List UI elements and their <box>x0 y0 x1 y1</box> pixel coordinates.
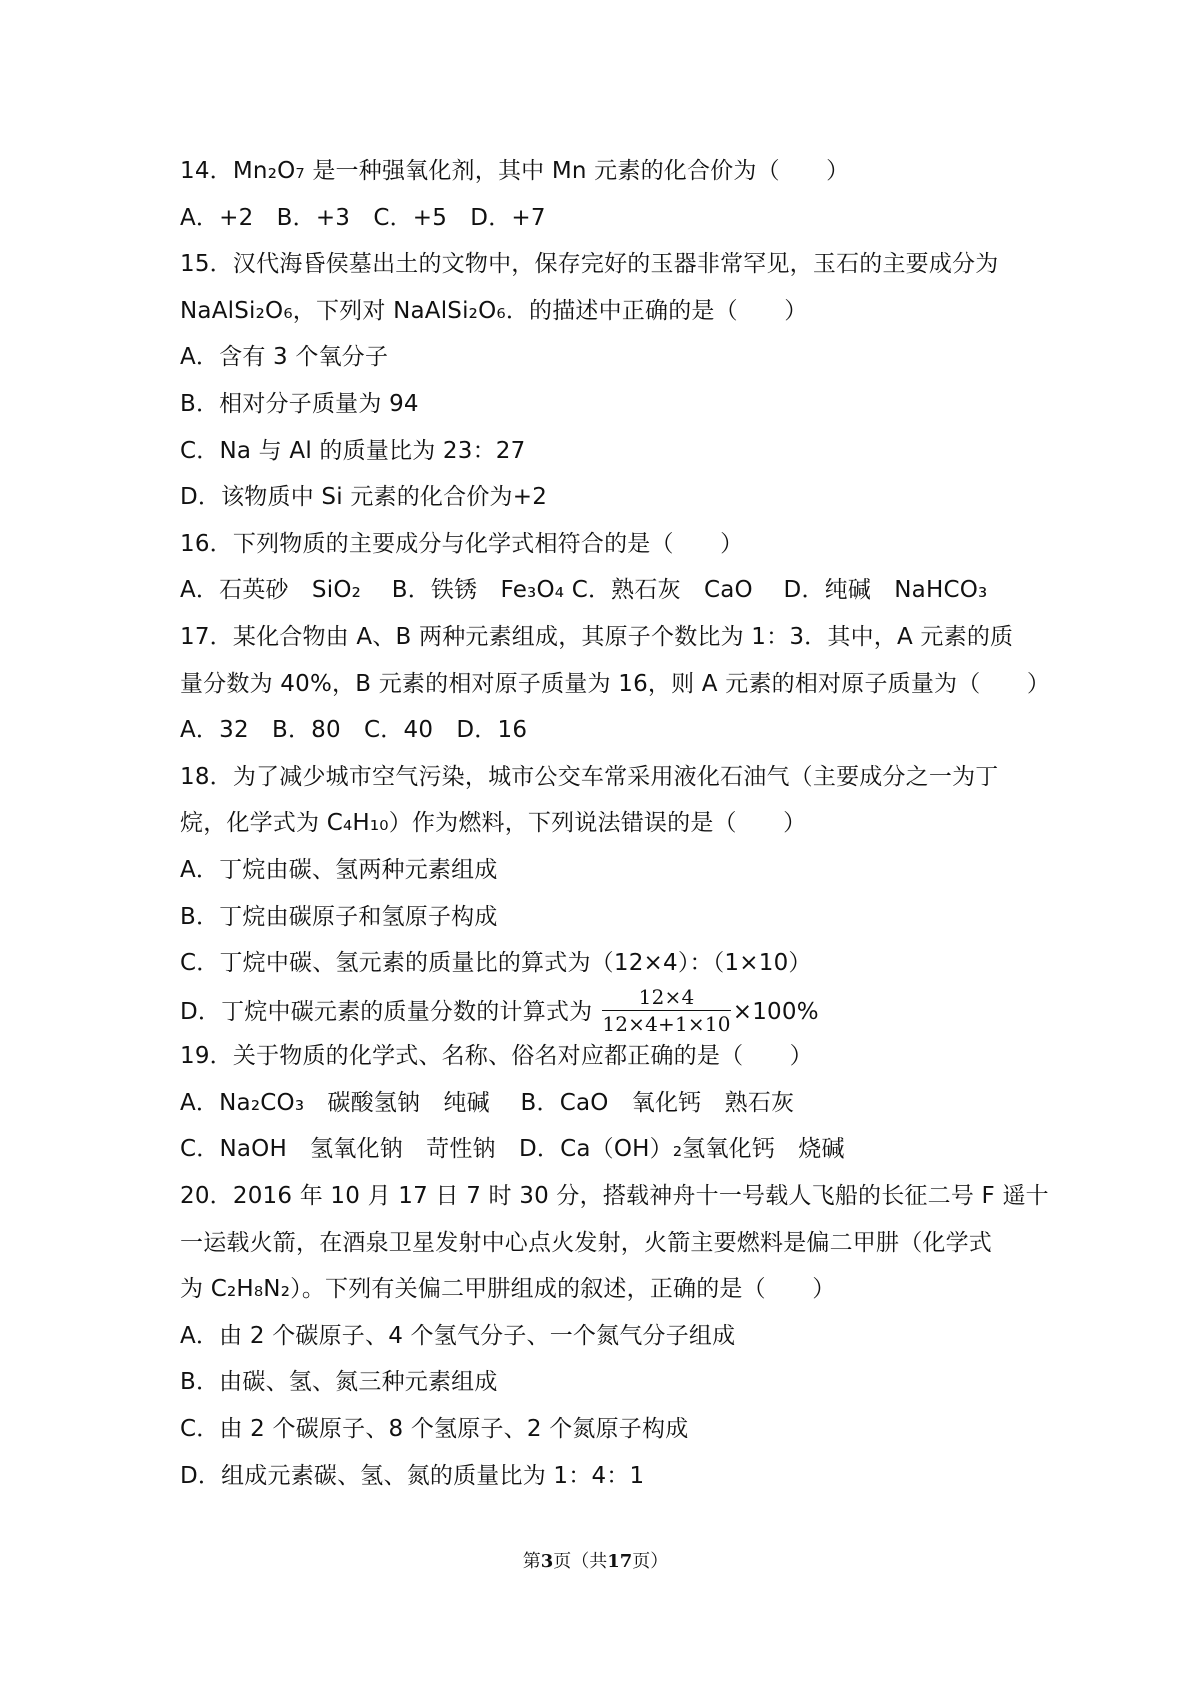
question-15-stem-line1: 15．汉代海昏侯墓出土的文物中，保存完好的玉器非常罕见，玉石的主要成分为 <box>180 251 999 278</box>
fraction-denominator: 12×4+1×10 <box>602 1011 731 1036</box>
question-18-option-d <box>180 984 1040 1036</box>
question-20-option-b: B．由碳、氢、氮三种元素组成 <box>180 1369 498 1396</box>
footer-middle: 页（共 <box>553 1551 608 1572</box>
total-pages: 17 <box>607 1551 633 1572</box>
fraction-numerator: 12×4 <box>602 985 730 1011</box>
option-d-prefix: D．丁烷中碳元素的质量分数的计算式为 <box>180 998 593 1025</box>
question-15-stem-line2: NaAlSi₂O₆，下列对 NaAlSi₂O₆．的描述中正确的是（ ） <box>180 297 808 324</box>
question-19-options-line2: C．NaOH 氢氧化钠 苛性钠 D．Ca（OH）₂氢氧化钙 烧碱 <box>180 1136 845 1163</box>
page-number: 3 <box>540 1551 554 1572</box>
footer-suffix: 页） <box>632 1551 669 1572</box>
question-17-stem-line1: 17．某化合物由 A、B 两种元素组成，其原子个数比为 1：3．其中，A 元素的质 <box>180 623 1014 650</box>
question-14-options: A．+2 B．+3 C．+5 D．+7 <box>180 204 546 231</box>
question-14-stem: 14．Mn₂O₇ 是一种强氧化剂，其中 Mn 元素的化合价为（ ） <box>180 158 850 184</box>
option-d-suffix: ×100% <box>732 998 819 1025</box>
question-18-option-a: A．丁烷由碳、氢两种元素组成 <box>180 856 498 883</box>
page-footer <box>0 1547 1191 1573</box>
question-18-stem-line2: 烷，化学式为 C₄H₁₀）作为燃料，下列说法错误的是（ ） <box>180 810 807 837</box>
question-19-options-line1: A．Na₂CO₃ 碳酸氢钠 纯碱 B．CaO 氧化钙 熟石灰 <box>180 1089 795 1116</box>
question-20-option-d: D．组成元素碳、氢、氮的质量比为 1：4：1 <box>180 1462 645 1489</box>
question-18-option-b: B．丁烷由碳原子和氢原子构成 <box>180 903 498 930</box>
question-17-options: A．32 B．80 C．40 D．16 <box>180 717 528 744</box>
question-19-stem: 19．关于物质的化学式、名称、俗名对应都正确的是（ ） <box>180 1043 813 1070</box>
question-17-stem-line2: 量分数为 40%，B 元素的相对原子质量为 16，则 A 元素的相对原子质量为（ ） <box>180 670 1051 697</box>
question-15-option-c: C．Na 与 Al 的质量比为 23：27 <box>180 437 526 464</box>
question-20-stem-line1: 20．2016 年 10 月 17 日 7 时 30 分，搭载神舟十一号载人飞船的长征二号 F 遥十 <box>180 1183 1049 1210</box>
question-15-option-a: A．含有 3 个氧分子 <box>180 344 389 371</box>
question-20-stem-line2: 一运载火箭，在酒泉卫星发射中心点火发射，火箭主要燃料是偏二甲肼（化学式 <box>180 1229 992 1256</box>
question-18-option-c: C．丁烷中碳、氢元素的质量比的算式为（12×4）：（1×10） <box>180 950 812 977</box>
question-16-stem: 16．下列物质的主要成分与化学式相符合的是（ ） <box>180 530 744 557</box>
question-15-option-b: B．相对分子质量为 94 <box>180 390 419 417</box>
document-page <box>180 148 1051 1499</box>
footer-prefix: 第 <box>522 1551 541 1572</box>
question-20-option-c: C．由 2 个碳原子、8 个氢原子、2 个氮原子构成 <box>180 1416 689 1443</box>
question-15-option-d: D．该物质中 Si 元素的化合价为+2 <box>180 484 548 511</box>
question-20-option-a: A．由 2 个碳原子、4 个氢气分子、一个氮气分子组成 <box>180 1322 736 1349</box>
question-18-stem-line1: 18．为了减少城市空气污染，城市公交车常采用液化石油气（主要成分之一为丁 <box>180 763 999 790</box>
question-16-options: A．石英砂 SiO₂ B．铁锈 Fe₃O₄ C．熟石灰 CaO D．纯碱 NaHCO₃ <box>180 577 988 604</box>
question-20-stem-line3: 为 C₂H₈N₂）。下列有关偏二甲肼组成的叙述，正确的是（ ） <box>180 1276 836 1303</box>
mass-fraction-formula <box>602 985 730 1036</box>
